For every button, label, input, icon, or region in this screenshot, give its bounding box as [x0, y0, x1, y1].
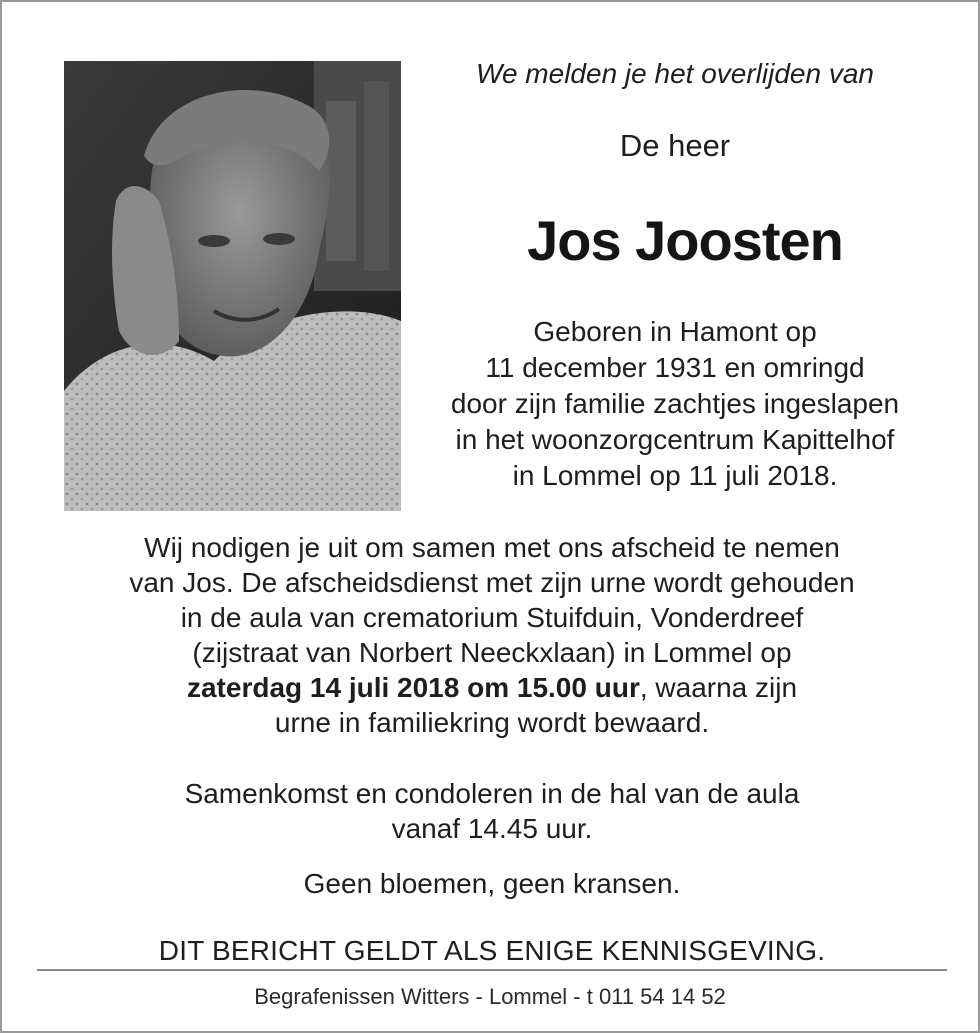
birth-line: in het woonzorgcentrum Kapittelhof — [455, 424, 895, 455]
portrait-photo — [64, 61, 401, 511]
sole-notice: DIT BERICHT GELDT ALS ENIGE KENNISGEVING. — [158, 935, 826, 966]
birth-details — [420, 314, 930, 494]
invite-line: van Jos. De afscheidsdienst met zijn urne wordt gehouden — [129, 567, 855, 598]
gathering-info — [42, 776, 942, 846]
honorific: De heer — [619, 128, 731, 163]
invite-line — [42, 670, 942, 705]
funeral-home-footer: Begrafenissen Witters - Lommel - t 011 54 14 52 — [254, 984, 726, 1009]
invite-line: Wij nodigen je uit om samen met ons afscheid te nemen — [144, 532, 840, 563]
invite-line: urne in familiekring wordt bewaard. — [274, 707, 710, 738]
gathering-line: Samenkomst en condoleren in de hal van de aula — [184, 778, 800, 809]
birth-line: Geboren in Hamont op — [533, 316, 817, 347]
no-flowers-note: Geen bloemen, geen kransen. — [303, 868, 681, 899]
deceased-name: Jos Joosten — [527, 209, 843, 272]
ceremony-datetime: zaterdag 14 juli 2018 om 15.00 uur — [186, 672, 640, 703]
birth-line: 11 december 1931 en omringd — [485, 352, 865, 383]
divider — [37, 969, 947, 971]
invite-line: (zijstraat van Norbert Neeckxlaan) in Lommel op — [192, 637, 792, 668]
birth-line: in Lommel op 11 juli 2018. — [512, 460, 838, 491]
invite-line-rest: , waarna zijn — [639, 672, 798, 703]
birth-line: door zijn familie zachtjes ingeslapen — [450, 388, 900, 419]
intro-text: We melden je het overlijden van — [476, 58, 874, 89]
gathering-line: vanaf 14.45 uur. — [391, 813, 593, 844]
ceremony-invitation — [42, 530, 942, 740]
invite-line: in de aula van crematorium Stuifduin, Vonderdreef — [180, 602, 804, 633]
